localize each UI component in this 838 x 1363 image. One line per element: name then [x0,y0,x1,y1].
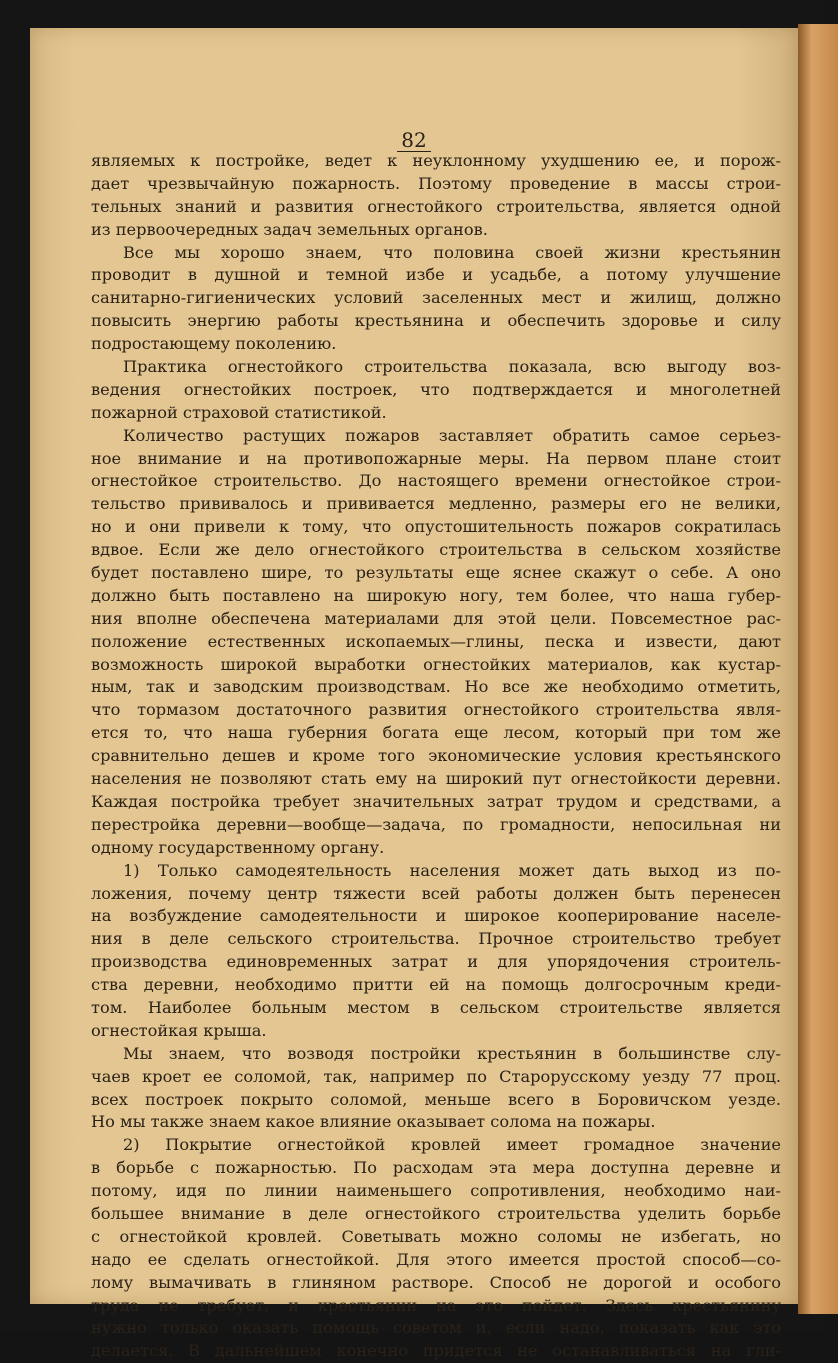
text-line: большее внимание в деле огнестойкого строительства уделить борьбе [91,1203,781,1223]
body-text [91,150,781,1363]
text-line: ния вполне обеспечена материалами для этой цели. Повсеместное рас- [91,608,781,628]
text-line: нужно только оказать помощь советом и, если надо, показать как это [91,1318,781,1338]
text-line: всех построек покрыто соломой, меньше всего в Боровичском уезде. [91,1089,781,1109]
text-line: санитарно-гигиенических условий заселенных мест и жилищ, должно [91,288,781,308]
text-line: ется то, что наша губерния богата еще лесом, который при том же [91,723,781,743]
text-line: ное внимание и на противопожарные меры. На первом плане стоит [91,448,781,468]
text-line: тельство прививалось и прививается медленно, размеры его не велики, [91,494,781,514]
text-line: Количество растущих пожаров заставляет обратить самое серьез- [123,425,781,445]
text-line: том. Наиболее больным местом в сельском строительстве является [91,997,781,1017]
text-line: дает чрезвычайную пожарность. Поэтому проведение в массы строи- [91,173,781,193]
text-line: производства единовременных затрат и для упорядочения строитель- [91,952,781,972]
text-line: будет поставлено шире, то результаты еще яснее скажут о себе. А оно [91,563,781,583]
text-line: вдвое. Если же дело огнестойкого строительства в сельском хозяйстве [91,540,781,560]
text-line: потому, идя по линии наименьшего сопротивления, необходимо наи- [91,1181,781,1201]
text-line: являемых к постройке, ведет к неуклонному ухудшению ее, и порож- [91,151,781,170]
text-line: ложения, почему центр тяжести всей работы должен быть перенесен [91,883,781,903]
text-line: одному государственному органу. [91,837,385,857]
text-line: ным, так и заводским производствам. Но все же необходимо отметить, [91,677,781,697]
text-line: 1) Только самодеятельность населения может дать выход из по- [123,860,781,880]
text-line: должно быть поставлено на широкую ногу, тем более, что наша губер- [91,585,781,605]
text-line: населения не позволяют стать ему на широкий пут огнестойкости деревни. [91,769,781,789]
text-line: ведения огнестойких построек, что подтверждается и многолетней [91,379,781,399]
text-line: положение естественных ископаемых—глины, песка и извести, дают [91,631,781,651]
text-line: огнестойкая крыша. [91,1020,267,1040]
text-line: но и они привели к тому, что опустошительность пожаров сократилась [91,517,781,537]
text-line: из первоочередных задач земельных органов. [91,219,488,239]
text-line: в борьбе с пожарностью. По расходам эта мера доступна деревне и [91,1158,781,1178]
text-line: подростающему поколению. [91,334,337,354]
text-line: перестройка деревни—вообще—задача, по громадности, непосильная ни [91,814,781,834]
text-line: Практика огнестойкого строительства показала, всю выгоду воз- [123,357,781,377]
text-line: проводит в душной и темной избе и усадьбе, а потому улучшение [91,265,781,285]
text-line: пожарной страховой статистикой. [91,402,387,422]
text-line: надо ее сделать огнестойкой. Для этого имеется простой способ—со- [91,1249,781,1269]
text-line: Каждая постройка требует значительных затрат трудом и средствами, а [91,791,781,811]
text-line: тельных знаний и развития огнестойкого строительства, является одной [91,196,781,216]
text-line: с огнестойкой кровлей. Советывать можно соломы не избегать, но [91,1226,781,1246]
text-line: ства деревни, необходимо притти ей на помощь долгосрочным креди- [91,975,781,995]
text-line: на возбуждение самодеятельности и широкое кооперирование населе- [91,906,781,926]
text-line: что тормазом достаточного развития огнестойкого строительства явля- [91,700,781,720]
text-line: огнестойкое строительство. До настоящего времени огнестойкое строи- [91,471,781,491]
text-line: делается. В дальнейшем конечно придется не останавливаться на гли- [91,1341,781,1361]
text-line: повысить энергию работы крестьянина и обеспечить здоровье и силу [91,311,781,331]
text-line: возможность широкой выработки огнестойких материалов, как кустар- [91,654,781,674]
text-line: чаев кроет ее соломой, так, например по Старорусскому уезду 77 проц. [91,1066,781,1086]
text-line: 2) Покрытие огнестойкой кровлей имеет громадное значение [123,1135,781,1155]
text-line: ния в деле сельского строительства. Прочное строительство требует [91,929,781,949]
text-line: лому вымачивать в глиняном растворе. Способ не дорогой и особого [91,1272,781,1292]
text-line: Все мы хорошо знаем, что половина своей жизни крестьянин [123,242,781,262]
page-number [30,128,798,152]
page-number-text: 82 [397,129,430,152]
text-line: сравнительно дешев и кроме того экономические условия крестьянского [91,746,781,766]
adjacent-page-edge [798,24,838,1314]
text-line: труда не требует, и крестьянин на это пойдет. Здесь крестьянину [91,1295,781,1315]
text-line: Мы знаем, что возводя постройки крестьянин в большинстве слу- [123,1043,781,1063]
text-line: Но мы также знаем какое влияние оказывает солома на пожары. [91,1112,656,1132]
